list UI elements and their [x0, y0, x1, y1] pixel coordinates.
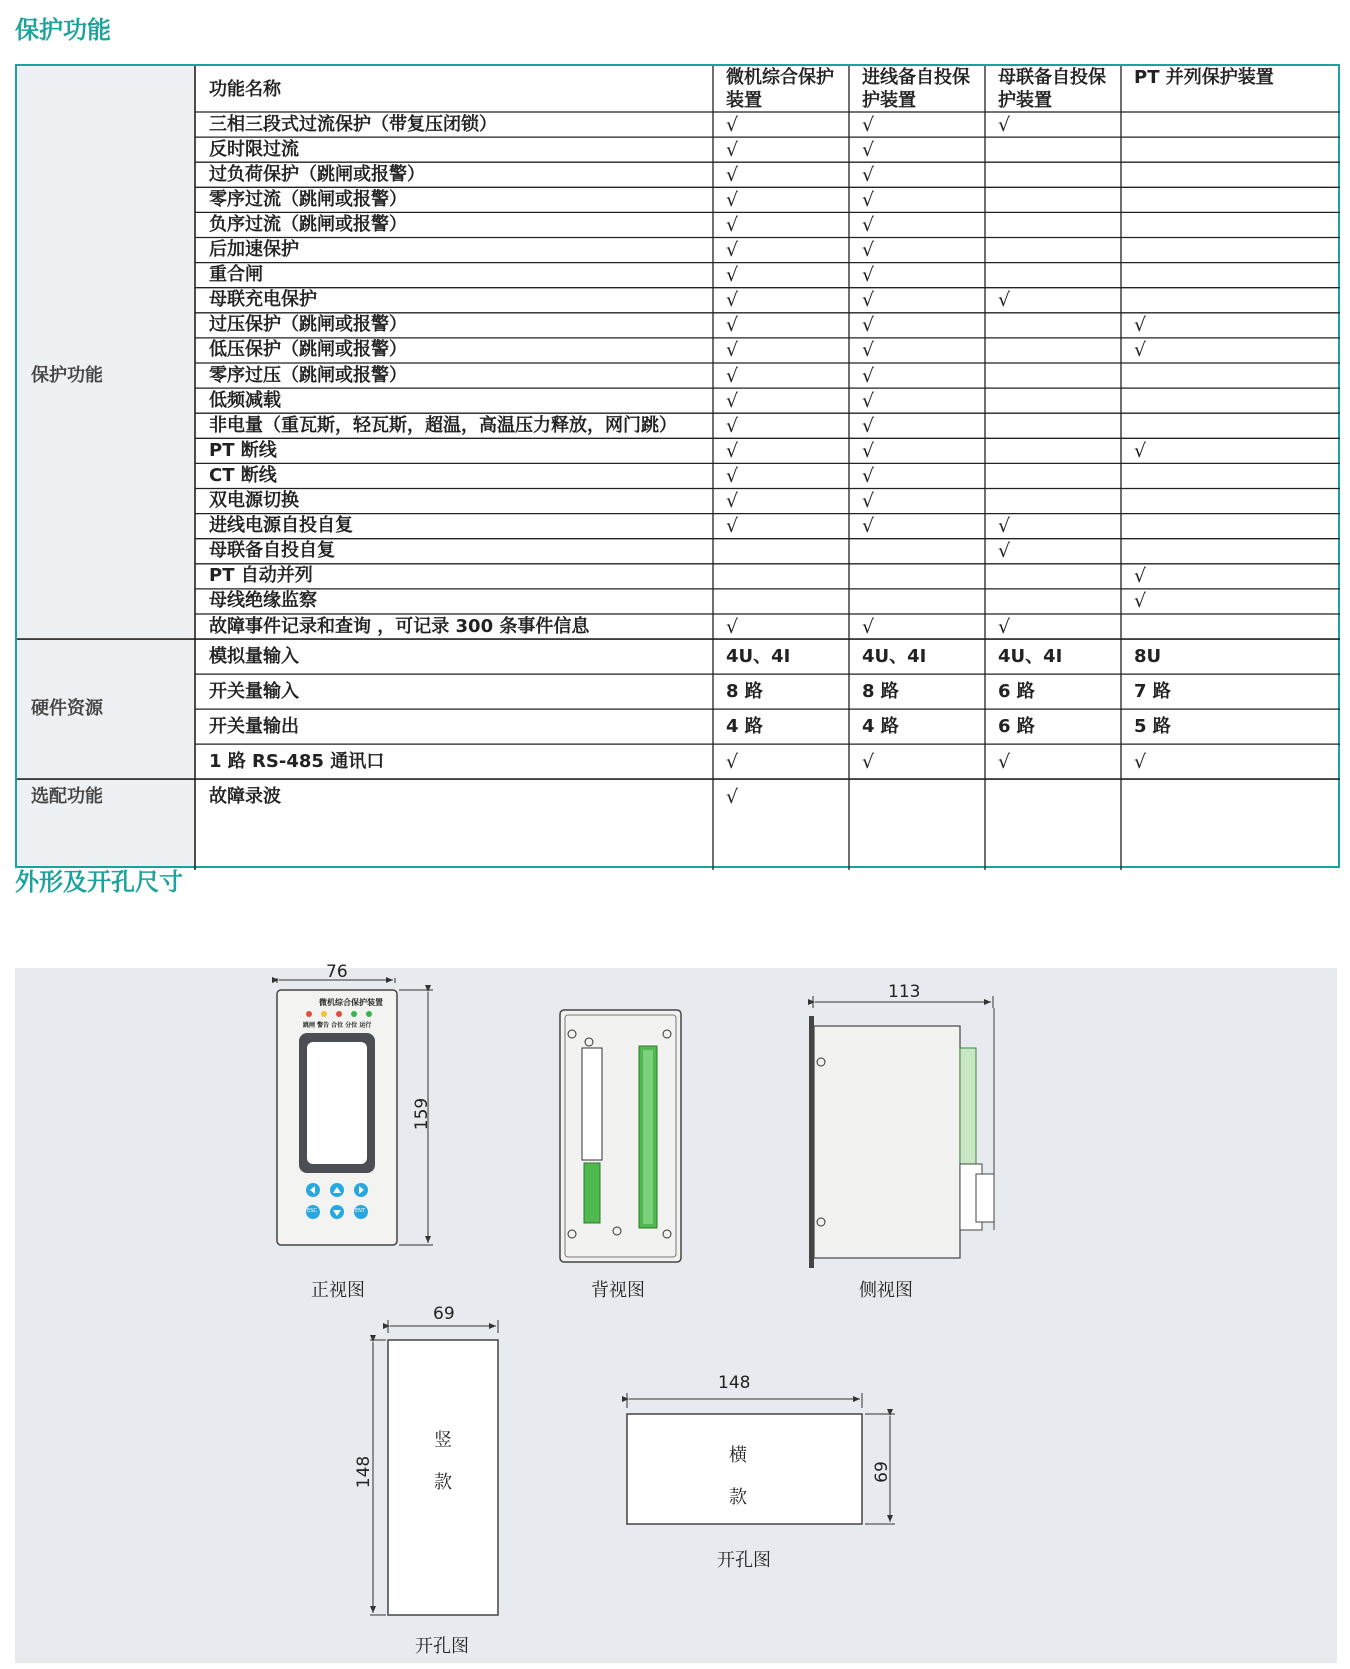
- function-table: [15, 64, 1340, 868]
- table-row-name: 过负荷保护（跳闸或报警）: [209, 163, 425, 185]
- table-cell-value: √: [998, 615, 1011, 638]
- back-view-drawing: [560, 1010, 681, 1262]
- table-row-name: 后加速保护: [209, 239, 299, 261]
- table-cell-value: 4 路: [862, 715, 899, 737]
- table-cell-value: √: [726, 239, 739, 262]
- table-cell-value: √: [1134, 339, 1147, 362]
- front-height-dim: 159: [412, 1097, 433, 1131]
- table-cell-value: √: [862, 515, 875, 538]
- table-cell-value: √: [862, 490, 875, 513]
- table-header-device-2: 进线备自投保护装置: [862, 67, 970, 111]
- table-cell-value: √: [726, 213, 739, 236]
- cutout-h-caption: 开孔图: [717, 1550, 771, 1571]
- table-cell-value: 7 路: [1134, 680, 1171, 702]
- table-row-name: 模拟量输入: [209, 645, 299, 667]
- front-width-dim: 76: [326, 962, 348, 982]
- table-cell-value: 4U、4I: [862, 645, 927, 667]
- table-cell-value: √: [726, 188, 739, 211]
- table-cell-value: √: [1134, 314, 1147, 337]
- table-cell-value: 6 路: [998, 715, 1035, 737]
- table-cell-value: √: [862, 389, 875, 412]
- front-view-drawing: [277, 978, 433, 1245]
- side-view-drawing: [809, 996, 994, 1268]
- table-cell-value: √: [862, 414, 875, 437]
- table-group-label: 硬件资源: [31, 698, 103, 720]
- front-led-labels: 跳闸 警告 合位 分位 运行: [303, 1022, 372, 1029]
- table-cell-value: √: [1134, 590, 1147, 613]
- table-cell-value: √: [1134, 439, 1147, 462]
- table-row-name: 反时限过流: [209, 138, 299, 160]
- table-cell-value: √: [862, 289, 875, 312]
- table-row-name: 低压保护（跳闸或报警）: [209, 339, 407, 361]
- table-cell-value: √: [726, 785, 739, 808]
- table-header-function-name: 功能名称: [209, 79, 281, 100]
- table-group-label: 选配功能: [31, 785, 103, 807]
- table-cell-value: √: [862, 750, 875, 773]
- table-cell-value: √: [726, 414, 739, 437]
- table-row-name: 母联充电保护: [209, 289, 317, 311]
- table-row-name: 母线绝缘监察: [209, 590, 317, 612]
- table-cell-value: √: [862, 439, 875, 462]
- table-cell-value: √: [726, 464, 739, 487]
- front-device-title: 微机综合保护装置: [319, 998, 383, 1007]
- table-cell-value: √: [726, 364, 739, 387]
- cutout-v-width-dim: 69: [433, 1304, 455, 1324]
- table-cell-value: √: [862, 364, 875, 387]
- table-header-device-4: PT 并列保护装置: [1134, 67, 1274, 88]
- table-cell-value: √: [862, 339, 875, 362]
- table-cell-value: √: [726, 163, 739, 186]
- table-row-name: 双电源切换: [209, 490, 299, 512]
- table-cell-value: 6 路: [998, 680, 1035, 702]
- table-row-name: 母联备自投自复: [209, 540, 335, 562]
- cutout-h-char1: 横: [729, 1445, 747, 1466]
- dimension-drawings-panel: [15, 962, 1337, 1663]
- table-cell-value: √: [726, 264, 739, 287]
- cutout-v-caption: 开孔图: [415, 1636, 469, 1657]
- table-header-device-3: 母联备自投保护装置: [998, 67, 1106, 111]
- table-header-device-1: 微机综合保护装置: [726, 67, 834, 111]
- table-cell-value: 4 路: [726, 715, 763, 737]
- table-cell-value: √: [862, 615, 875, 638]
- front-key-ent: ENT: [355, 1208, 365, 1214]
- table-row-name: 零序过流（跳闸或报警）: [209, 188, 407, 210]
- table-row-name: 故障录波: [209, 785, 281, 807]
- table-cell-value: √: [1134, 565, 1147, 588]
- cutout-h-height-dim: 69: [871, 1461, 892, 1483]
- table-cell-value: √: [998, 113, 1011, 136]
- table-cell-value: √: [726, 439, 739, 462]
- dimension-drawings: [15, 968, 1337, 1663]
- table-cell-value: √: [998, 289, 1011, 312]
- table-cell-value: √: [862, 239, 875, 262]
- table-row-name: CT 断线: [209, 464, 277, 486]
- table-row-name: PT 自动并列: [209, 565, 313, 587]
- section-title-dimensions: 外形及开孔尺寸: [15, 868, 183, 896]
- table-cell-value: √: [726, 339, 739, 362]
- table-cell-value: √: [1134, 750, 1147, 773]
- table-cell-value: 4U、4I: [726, 645, 791, 667]
- side-view-caption: 侧视图: [859, 1280, 913, 1301]
- table-cell-value: 8 路: [862, 680, 899, 702]
- cutout-h-char2: 款: [729, 1487, 747, 1508]
- table-cell-value: √: [998, 750, 1011, 773]
- table-row-name: 重合闸: [209, 264, 263, 286]
- table-cell-value: √: [998, 515, 1011, 538]
- table-row-name: PT 断线: [209, 439, 277, 461]
- side-depth-dim: 113: [888, 982, 921, 1002]
- table-row-name: 故障事件记录和查询 ，可记录 300 条事件信息: [209, 615, 590, 637]
- table-cell-value: √: [862, 138, 875, 161]
- cutout-horizontal-drawing: [627, 1393, 895, 1524]
- table-row-name: 1 路 RS-485 通讯口: [209, 750, 385, 772]
- table-row-name: 开关量输入: [209, 680, 299, 702]
- cutout-h-width-dim: 148: [718, 1373, 751, 1393]
- table-cell-value: √: [726, 515, 739, 538]
- table-cell-value: √: [862, 163, 875, 186]
- front-key-esc: ESC: [307, 1208, 317, 1214]
- table-row-name: 开关量输出: [209, 715, 299, 737]
- table-cell-value: √: [998, 540, 1011, 563]
- table-row-name: 非电量（重瓦斯，轻瓦斯，超温，高温压力释放，网门跳）: [209, 414, 677, 436]
- table-row-name: 过压保护（跳闸或报警）: [209, 314, 407, 336]
- table-cell-value: √: [726, 289, 739, 312]
- back-view-caption: 背视图: [591, 1280, 645, 1301]
- table-cell-value: 5 路: [1134, 715, 1171, 737]
- table-cell-value: √: [862, 264, 875, 287]
- table-cell-value: √: [862, 213, 875, 236]
- table-cell-value: √: [862, 464, 875, 487]
- table-group-label: 保护功能: [31, 364, 103, 386]
- table-cell-value: √: [726, 750, 739, 773]
- table-row-name: 零序过压（跳闸或报警）: [209, 364, 407, 386]
- table-cell-value: √: [726, 490, 739, 513]
- cutout-v-char2: 款: [434, 1472, 452, 1493]
- section-title-protection: 保护功能: [15, 16, 111, 44]
- cutout-v-height-dim: 148: [354, 1455, 375, 1489]
- table-cell-value: 8U: [1134, 645, 1162, 667]
- table-cell-value: √: [862, 314, 875, 337]
- table-cell-value: √: [726, 314, 739, 337]
- table-cell-value: √: [862, 188, 875, 211]
- table-cell-value: 8 路: [726, 680, 763, 702]
- table-cell-value: 4U、4I: [998, 645, 1063, 667]
- table-cell-value: √: [726, 389, 739, 412]
- table-row-name: 负序过流（跳闸或报警）: [209, 213, 407, 235]
- table-cell-value: √: [726, 138, 739, 161]
- table-cell-value: √: [726, 113, 739, 136]
- table-cell-value: √: [726, 615, 739, 638]
- table-row-name: 三相三段式过流保护（带复压闭锁）: [209, 113, 497, 135]
- table-row-name: 进线电源自投自复: [209, 515, 353, 537]
- table-row-name: 低频减载: [209, 389, 281, 411]
- front-view-caption: 正视图: [311, 1280, 365, 1301]
- table-cell-value: √: [862, 113, 875, 136]
- cutout-v-char1: 竖: [434, 1430, 452, 1451]
